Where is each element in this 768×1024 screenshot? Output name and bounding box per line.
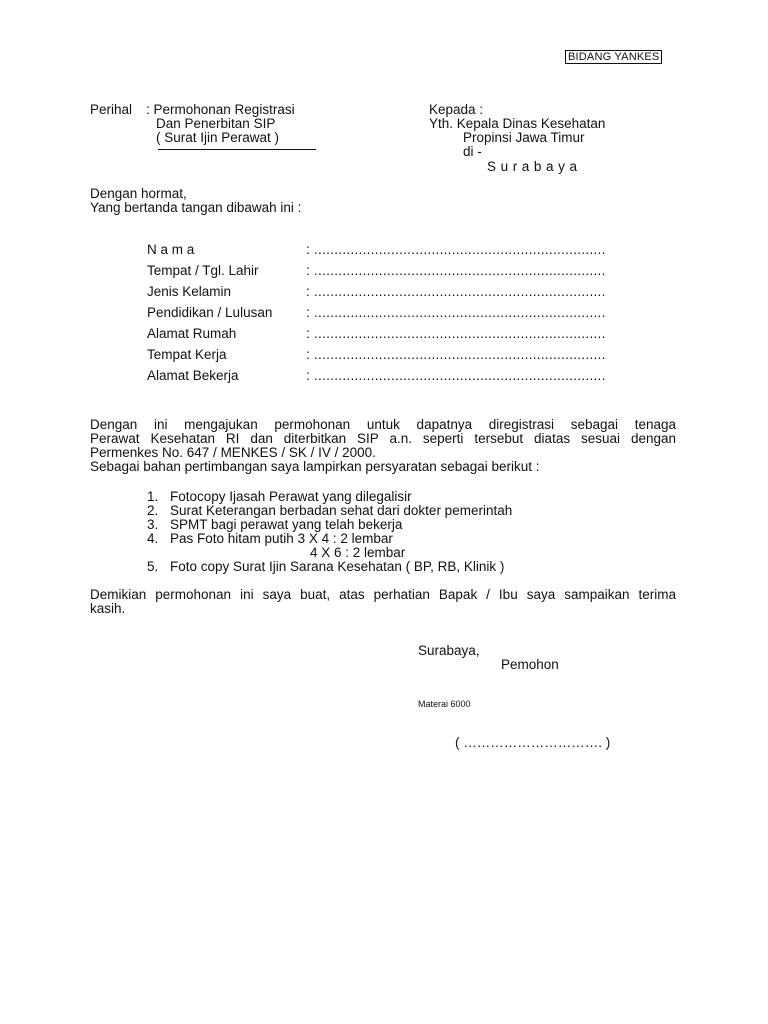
- field-colon: :: [306, 242, 310, 257]
- field-label: Jenis Kelamin: [147, 284, 232, 299]
- kepada-line-3: di -: [463, 144, 482, 159]
- kepada-label: Kepada :: [429, 102, 484, 117]
- list-text: Fotocopy Ijasah Perawat yang dilegalisir: [170, 489, 412, 504]
- request-paragraph: [90, 418, 676, 474]
- field-colon: :: [306, 347, 310, 362]
- field-blank: ........................................................................: [314, 347, 606, 362]
- field-row: [147, 369, 627, 390]
- list-number: 4.: [147, 531, 159, 546]
- list-text: Surat Keterangan berbadan sehat dari dokter pemerintah: [170, 503, 513, 518]
- greeting-line-2: Yang bertanda tangan dibawah ini :: [90, 200, 302, 215]
- field-blank: ........................................................................: [314, 305, 606, 320]
- field-label: Pendidikan / Lulusan: [147, 305, 273, 320]
- list-text: 4 X 6 : 2 lembar: [310, 545, 406, 560]
- list-number: 5.: [147, 559, 159, 574]
- field-colon: :: [306, 263, 310, 278]
- kepada-city: Surabaya: [487, 159, 582, 174]
- field-blank: ........................................................................: [314, 368, 606, 383]
- closing-line-2: kasih.: [90, 601, 126, 616]
- attachments-intro: Sebagai bahan pertimbangan saya lampirkan persyaratan sebagai berikut :: [90, 459, 540, 474]
- field-row: [147, 243, 627, 264]
- field-blank: ........................................................................: [314, 326, 606, 341]
- field-row: [147, 327, 627, 348]
- kepada-line-2: Propinsi Jawa Timur: [463, 130, 585, 145]
- perihal-underline: [158, 149, 316, 150]
- list-text: Pas Foto hitam putih 3 X 4 : 2 lembar: [170, 531, 393, 546]
- field-label: Alamat Bekerja: [147, 368, 239, 383]
- applicant-fields: [147, 243, 627, 390]
- field-blank: ........................................................................: [314, 284, 606, 299]
- field-row: [147, 348, 627, 369]
- field-blank: ........................................................................: [314, 242, 606, 257]
- field-colon: :: [306, 305, 310, 320]
- list-number: 1.: [147, 489, 159, 504]
- signature-role: Pemohon: [501, 657, 559, 672]
- field-colon: :: [306, 368, 310, 383]
- request-line-3: Permenkes No. 647 / MENKES / SK / IV / 2000.: [90, 445, 376, 460]
- field-row: [147, 285, 627, 306]
- field-blank: ........................................................................: [314, 263, 606, 278]
- list-number: 2.: [147, 503, 159, 518]
- request-line-1: Dengan ini mengajukan permohonan untuk dapatnya diregistrasi sebagai tenaga: [90, 417, 676, 432]
- perihal-line-1: : Permohonan Registrasi: [146, 102, 295, 117]
- signature-name-blank: ( …………………………. ): [455, 735, 611, 750]
- closing-paragraph: [90, 588, 676, 616]
- field-label: Tempat Kerja: [147, 347, 227, 362]
- kepada-line-1: Yth. Kepala Dinas Kesehatan: [429, 116, 606, 131]
- perihal-line-2: Dan Penerbitan SIP: [156, 116, 276, 131]
- list-text: SPMT bagi perawat yang telah bekerja: [170, 517, 403, 532]
- perihal-label: Perihal: [90, 102, 133, 117]
- greeting-line-1: Dengan hormat,: [90, 186, 187, 201]
- field-colon: :: [306, 284, 310, 299]
- field-label: Alamat Rumah: [147, 326, 237, 341]
- field-label: Tempat / Tgl. Lahir: [147, 263, 259, 278]
- field-colon: :: [306, 326, 310, 341]
- perihal-line-3: ( Surat Ijin Perawat ): [156, 130, 280, 145]
- department-badge: BIDANG YANKES: [565, 50, 662, 64]
- stamp-note: Materai 6000: [418, 699, 471, 709]
- field-row: [147, 264, 627, 285]
- signature-place: Surabaya,: [418, 643, 480, 658]
- list-number: 3.: [147, 517, 159, 532]
- request-line-2: Perawat Kesehatan RI dan diterbitkan SIP a.n. seperti tersebut diatas sesuai dengan: [90, 431, 676, 446]
- closing-line-1: Demikian permohonan ini saya buat, atas perhatian Bapak / Ibu saya sampaikan terima: [90, 587, 676, 602]
- list-text: Foto copy Surat Ijin Sarana Kesehatan ( BP, RB, Klinik ): [170, 559, 505, 574]
- field-row: [147, 306, 627, 327]
- field-label: N a m a: [147, 242, 195, 257]
